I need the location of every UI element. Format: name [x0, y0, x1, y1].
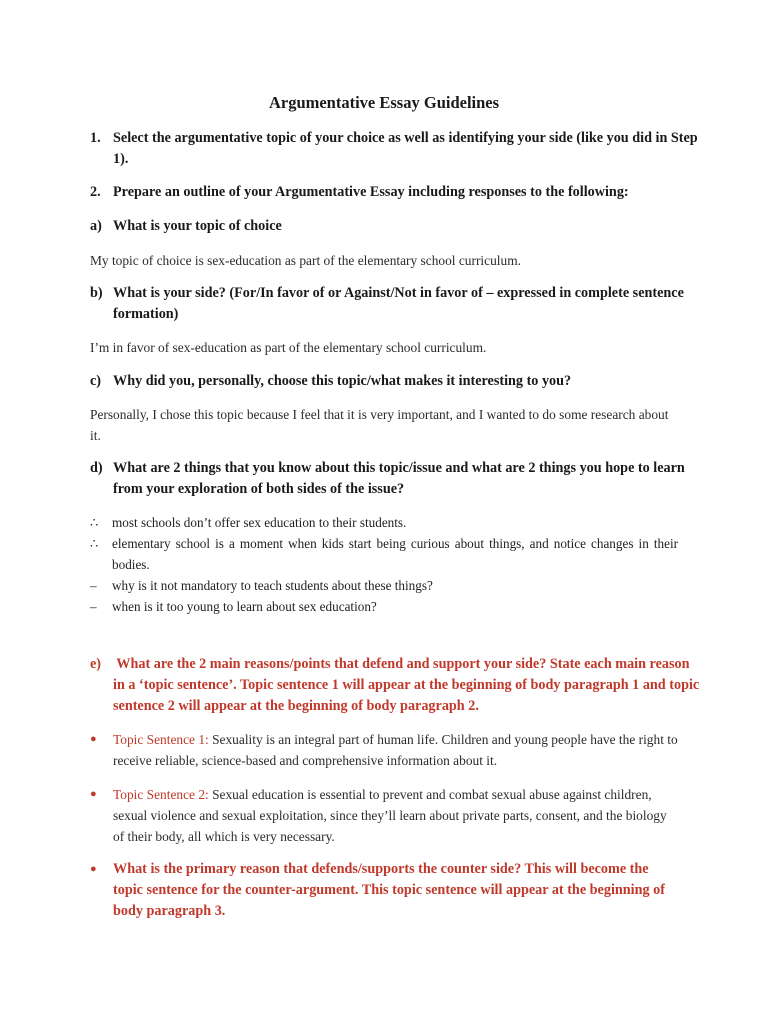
counter-argument-text: What is the primary reason that defends/supports the counter side? This will become the topic sentence for the counter-argument. This topic sentence will appear at the beginning of body paragraph 3. — [113, 861, 665, 919]
answer-c: Personally, I chose this topic because I feel that it is very important, and I wanted to do some research about it. — [90, 407, 669, 443]
question-a — [90, 216, 701, 237]
list-item — [90, 596, 678, 617]
question-c-text: Why did you, personally, choose this topic/what makes it interesting to you? — [113, 373, 572, 389]
question-c — [90, 371, 701, 392]
question-a-text: What is your topic of choice — [113, 218, 282, 234]
question-a-label: a) — [90, 218, 102, 234]
question-b-label: b) — [90, 285, 103, 301]
question-d-text: What are 2 things that you know about this topic/issue and what are 2 things you hope to learn from your exploration of both sides of the issue? — [113, 460, 685, 497]
list-d — [90, 512, 678, 617]
list-item — [90, 575, 678, 596]
dash-marker: – — [90, 578, 97, 593]
bullet-icon: ● — [90, 863, 97, 875]
therefore-marker: ∴ — [90, 515, 99, 530]
topic-sentence-1 — [90, 729, 678, 771]
document-title: Argumentative Essay Guidelines — [268, 93, 500, 112]
list-item-text: elementary school is a moment when kids start being curious about things, and notice changes in their bodies. — [112, 536, 678, 572]
question-b — [90, 283, 701, 325]
question-e-text: What are the 2 main reasons/points that defend and support your side? State each main reason in a ‘topic sentence’. Topic sentence 1 will appear at the beginning of body paragraph 1 and topic sentence 2 will appear at the beginning of body paragraph 2. — [113, 656, 700, 714]
bullet-icon: ● — [90, 733, 97, 745]
question-c-label: c) — [90, 373, 102, 389]
list-item — [90, 512, 678, 533]
question-e-label: e) — [90, 656, 102, 672]
list-item — [90, 533, 678, 575]
topic-sentence-1-text: Sexuality is an integral part of human life. Children and young people have the right to receive reliable, science-based and comprehensive information about it. — [113, 732, 678, 768]
counter-argument-prompt — [90, 859, 678, 922]
item-1-number: 1. — [90, 130, 101, 146]
list-item-text: when is it too young to learn about sex education? — [112, 599, 377, 614]
topic-sentence-2 — [90, 784, 678, 847]
question-b-text: What is your side? (For/In favor of or Against/Not in favor of – expressed in complete sentence formation) — [113, 285, 684, 322]
item-1-text: Select the argumentative topic of your choice as well as identifying your side (like you did in Step 1). — [113, 130, 698, 167]
question-d-label: d) — [90, 460, 103, 476]
bullet-icon: ● — [90, 788, 97, 800]
answer-b: I’m in favor of sex-education as part of the elementary school curriculum. — [90, 340, 487, 355]
answer-a: My topic of choice is sex-education as part of the elementary school curriculum. — [90, 253, 521, 268]
question-e — [90, 654, 701, 717]
topic-sentence-2-label: Topic Sentence 2: — [113, 787, 209, 802]
topic-sentence-1-label: Topic Sentence 1: — [113, 732, 209, 747]
list-item-text: why is it not mandatory to teach students about these things? — [112, 578, 433, 593]
item-2-number: 2. — [90, 184, 101, 200]
item-2 — [90, 182, 701, 203]
topic-sentence-2-text: Sexual education is essential to prevent and combat sexual abuse against children, sexual violence and sexual exploitation, since they’ll learn about private parts, consent, and the biology of their body, all which is very necessary. — [113, 787, 667, 844]
list-item-text: most schools don’t offer sex education to their students. — [112, 515, 407, 530]
question-d — [90, 458, 701, 500]
therefore-marker: ∴ — [90, 536, 99, 551]
item-1 — [90, 128, 701, 170]
item-2-text: Prepare an outline of your Argumentative Essay including responses to the following: — [113, 184, 629, 200]
dash-marker: – — [90, 599, 97, 614]
